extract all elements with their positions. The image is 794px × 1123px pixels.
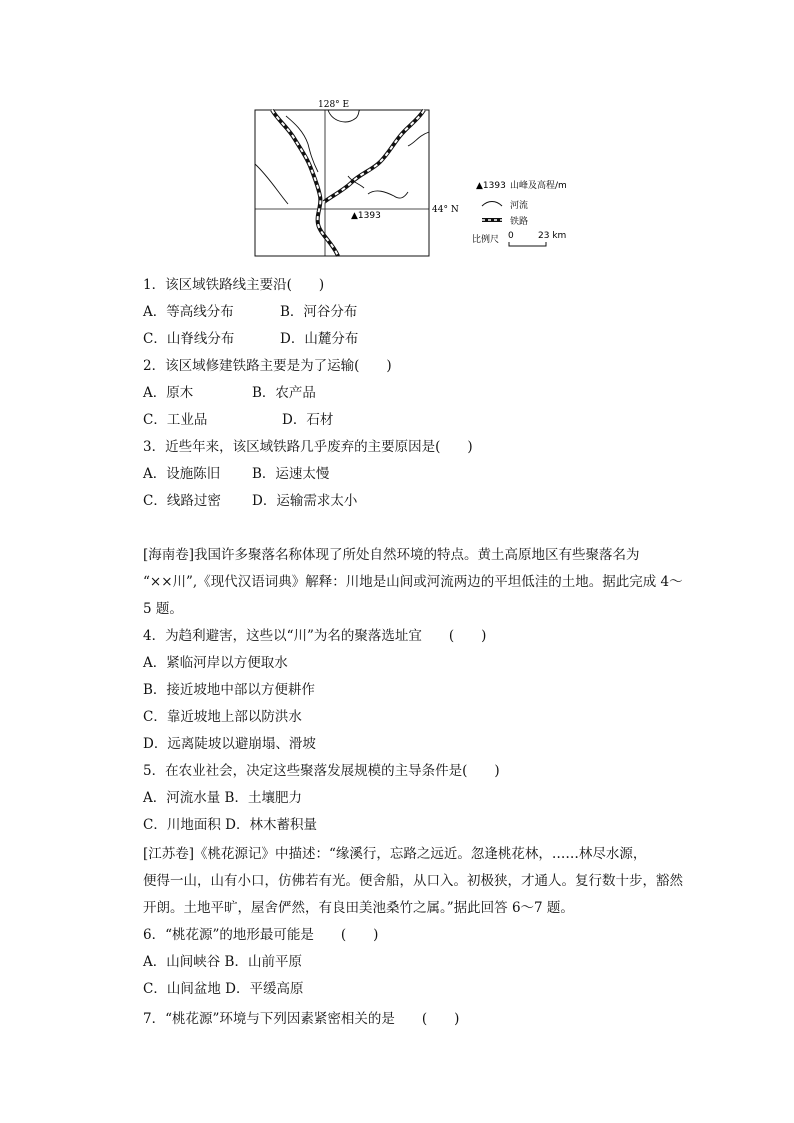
legend-peak-desc: 山峰及高程/m <box>510 181 567 191</box>
question-5-options-cd: C．川地面积 D．林木蓄积量 <box>143 817 317 833</box>
longitude-label: 128° E <box>318 100 350 110</box>
passage-1-line-2: “××川”,《现代汉语词典》解释：川地是山间或河流两边的平坦低洼的土地。据此完成 4～ <box>143 574 683 590</box>
scale-bar <box>509 242 546 246</box>
question-4-option-a: A．紧临河岸以方便取水 <box>143 655 288 671</box>
question-3-stem: 3．近些年来，该区域铁路几乎废弃的主要原因是( ) <box>143 439 473 455</box>
question-1-option-d: D．山麓分布 <box>280 331 359 347</box>
passage-2-line-2: 便得一山，山有小口，仿佛若有光。便舍船，从口入。初极狭，才通人。复行数十步，豁然 <box>143 873 683 889</box>
question-2-option-a: A．原木 <box>143 385 194 401</box>
question-2-option-b: B．农产品 <box>252 385 316 401</box>
question-2-stem: 2．该区域修建铁路主要是为了运输( ) <box>143 358 392 374</box>
scale-value: 23 km <box>538 231 567 241</box>
question-4-option-d: D．远离陡坡以避崩塌、滑坡 <box>143 736 316 752</box>
latitude-label: 44° N <box>432 205 459 215</box>
legend-peak-symbol: ▲1393 <box>476 181 506 191</box>
question-3-option-b: B．运速太慢 <box>252 466 330 482</box>
question-1-option-c: C．山脊线分布 <box>143 331 235 347</box>
question-3-option-d: D．运输需求太小 <box>252 493 358 509</box>
question-1-stem: 1．该区域铁路线主要沿( ) <box>143 277 325 293</box>
question-2-option-d: D．石材 <box>282 412 334 428</box>
question-5-options-ab: A．河流水量 B．土壤肥力 <box>143 790 302 806</box>
question-1-option-b: B．河谷分布 <box>280 304 358 320</box>
peak-label: ▲1393 <box>351 211 381 221</box>
question-3-option-a: A．设施陈旧 <box>143 466 221 482</box>
passage-1-line-3: 5 题。 <box>143 601 183 617</box>
legend-river-desc: 河流 <box>510 201 529 211</box>
topographic-map <box>248 96 588 258</box>
scale-zero: 0 <box>508 231 514 241</box>
passage-2-line-1: [江苏卷]《桃花源记》中描述：“缘溪行，忘路之远近。忽逢桃花林，……林尽水源， <box>143 846 647 862</box>
scale-label: 比例尺 <box>472 235 500 245</box>
question-6-options-cd: C．山间盆地 D．平缓高原 <box>143 981 304 997</box>
question-3-option-c: C．线路过密 <box>143 493 221 509</box>
passage-1-line-1: [海南卷]我国许多聚落名称体现了所处自然环境的特点。黄土高原地区有些聚落名为 <box>143 547 640 563</box>
question-6-stem: 6．“桃花源”的地形最可能是 ( ) <box>143 927 379 943</box>
question-4-option-b: B．接近坡地中部以方便耕作 <box>143 682 315 698</box>
question-4-stem: 4．为趋利避害，这些以“川”为名的聚落选址宜 ( ) <box>143 628 487 644</box>
question-5-stem: 5．在农业社会，决定这些聚落发展规模的主导条件是( ) <box>143 763 500 779</box>
map-figure <box>248 96 588 258</box>
legend-rail-desc: 铁路 <box>510 217 529 227</box>
question-4-option-c: C．靠近坡地上部以防洪水 <box>143 709 302 725</box>
question-1-option-a: A．等高线分布 <box>143 304 234 320</box>
passage-2-line-3: 开朗。土地平旷，屋舍俨然，有良田美池桑竹之属。”据此回答 6～7 题。 <box>143 900 574 916</box>
question-6-options-ab: A．山间峡谷 B．山前平原 <box>143 954 302 970</box>
legend-river-symbol <box>482 202 502 207</box>
question-2-option-c: C．工业品 <box>143 412 208 428</box>
question-7-stem: 7．“桃花源”环境与下列因素紧密相关的是 ( ) <box>143 1011 460 1027</box>
